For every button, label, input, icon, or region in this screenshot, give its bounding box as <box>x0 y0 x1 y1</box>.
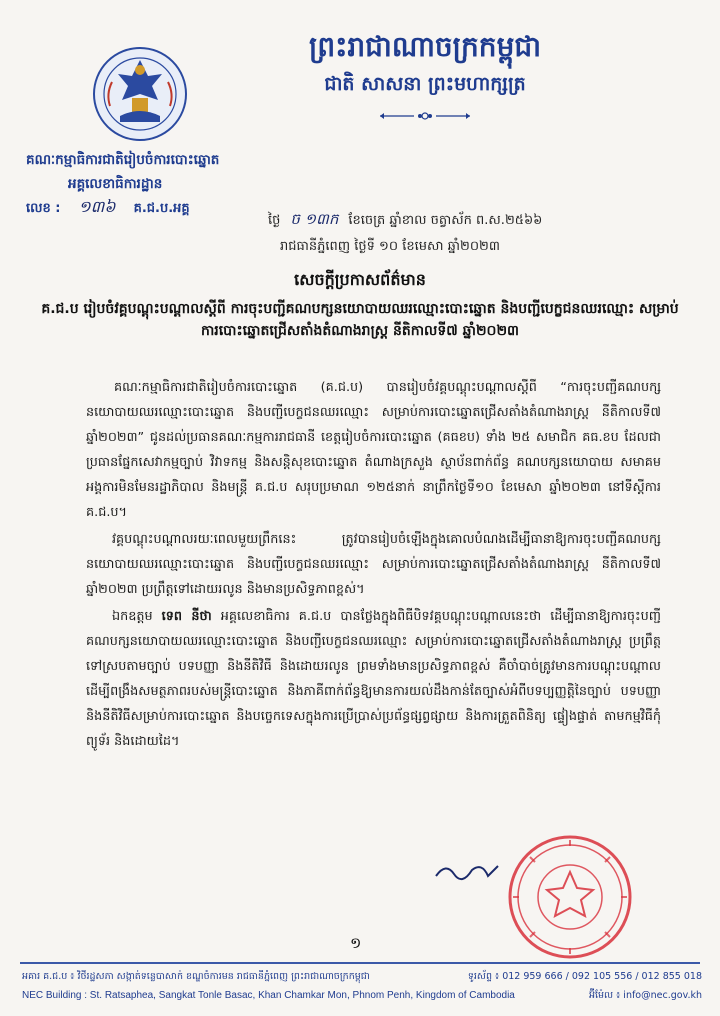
footer-address-kh: អគារ គ.ជ.ប ៖ វិថីរដ្ឋសភា សង្កាត់ទន្លេបាសាក់ ខណ្ឌចំការមន រាជធានីភ្នំពេញ ព្រះរាជាណាចក្រកម្ពុជា <box>22 971 370 982</box>
ornament-divider <box>380 106 470 116</box>
paragraph-1: គណៈកម្មាធិការជាតិរៀបចំការបោះឆ្នោត (គ.ជ.ប) បានរៀបចំវគ្គបណ្តុះបណ្តាលស្តីពី “ការចុះបញ្ជីគណបក្សនយោបាយឈរឈ្មោះបោះឆ្នោត និងបញ្ជីបេក្ខជនឈរឈ្មោះ សម្រាប់ការបោះឆ្នោតជ្រើសតាំងតំណាងរាស្ត្រ នីតិកាលទី៧ ឆ្នាំ២០២៣” ជូនដល់ប្រធានគណៈកម្មការរាជធានី ខេត្តរៀបចំការបោះឆ្នោត (គធខប) ទាំង ២៥ សមាជិក គធ.ខប ដែលជាប្រធានផ្នែកសេវាកម្មច្បាប់ វិវាទកម្ម និងសន្តិសុខបោះឆ្នោត តំណាងក្រសួង ស្ថាប័នពាក់ព័ន្ធ គណបក្សនយោបាយ សមាគម អង្គការមិនមែនរដ្ឋាភិបាល និងមន្ត្រី គ.ជ.ប សរុបប្រមាណ ១២៥នាក់ នាព្រឹកថ្ងៃទី១០ ខែមេសា ឆ្នាំ២០២៣ នៅទីស្តីការ គ.ជ.ប។ <box>86 380 661 520</box>
nec-logo <box>92 46 188 142</box>
official-name: ទេព នីថា <box>161 609 212 624</box>
document-title <box>40 268 680 342</box>
official-stamp <box>505 832 635 962</box>
org-name: គណៈកម្មាធិការជាតិរៀបចំការបោះឆ្នោត <box>26 152 220 168</box>
footer-phone: ទូរស័ព្ទ ៖ 012 959 666 / 092 105 556 / 012 855 018 <box>467 971 702 982</box>
paragraph-2: វគ្គបណ្តុះបណ្តាលរយៈពេលមួយព្រឹកនេះ ត្រូវបានរៀបចំឡើងក្នុងគោលបំណងដើម្បីធានាឱ្យការចុះបញ្ជីគណបក្សនយោបាយឈរឈ្មោះបោះឆ្នោត និងបញ្ជីបេក្ខជនឈរឈ្មោះ សម្រាប់ការបោះឆ្នោតជ្រើសតាំងតំណាងរាស្ត្រ នីតិកាលទី៧ ឆ្នាំ២០២៣ ប្រព្រឹត្តទៅដោយរលូន និងមានប្រសិទ្ធភាពខ្ពស់។ <box>86 532 661 597</box>
solar-date: រាជធានីភ្នំពេញ ថ្ងៃទី ១០ ខែមេសា ឆ្នាំ២០២៣ <box>280 239 500 254</box>
title-main: សេចក្តីប្រកាសព័ត៌មាន <box>294 270 426 289</box>
date-block <box>268 210 668 257</box>
footer-email[interactable]: អ៊ីម៉ែល ៖ info@nec.gov.kh <box>588 990 702 1001</box>
paragraph-3 <box>86 604 661 754</box>
lunar-handwritten: ច ១៣ក <box>290 210 339 228</box>
footer-address-en: NEC Building : St. Ratsaphea, Sangkat Tonle Basac, Khan Chamkar Mon, Phnom Penh, Kingdom of Cambodia <box>22 990 515 1001</box>
number-suffix: គ.ជ.ប.អគ្គ <box>133 201 190 216</box>
organization-block <box>26 150 219 220</box>
footer-row-1 <box>22 967 702 986</box>
lunar-date <box>268 210 668 232</box>
number-value: ១៣៦ <box>78 197 116 216</box>
kingdom-header <box>285 30 565 116</box>
footer-divider <box>20 962 700 964</box>
title-sub: គ.ជ.ប រៀបចំវគ្គបណ្តុះបណ្តាលស្តីពី ការចុះបញ្ជីគណបក្សនយោបាយឈរឈ្មោះបោះឆ្នោត និងបញ្ជីបេក្ខជនឈរឈ្មោះ សម្រាប់ការបោះឆ្នោតជ្រើសតាំងតំណាងរាស្ត្រ នីតិកាលទី៧ ឆ្នាំ២០២៣ <box>41 301 679 339</box>
honorific: ឯកឧត្តម <box>112 609 153 624</box>
signature <box>432 856 502 886</box>
org-department: អគ្គលេខាធិការដ្ឋាន <box>68 176 163 192</box>
lunar-rest: ខែចេត្រ ឆ្នាំខាល ចត្វាស័ក ព.ស.២៥៦៦ <box>348 213 543 228</box>
footer <box>22 967 702 1005</box>
footer-row-2 <box>22 986 702 1005</box>
document-body <box>86 375 661 756</box>
kingdom-title: ព្រះរាជាណាចក្រកម្ពុជា <box>308 30 541 63</box>
reference-number <box>26 196 219 220</box>
kingdom-motto: ជាតិ សាសនា ព្រះមហាក្សត្រ <box>324 73 526 95</box>
paragraph-3-text: អគ្គលេខាធិការ គ.ជ.ប បានថ្លែងក្នុងពិធីបិទវគ្គបណ្តុះបណ្តាលនេះថា ដើម្បីធានាឱ្យការចុះបញ្ជីគណបក្សនយោបាយឈរឈ្មោះបោះឆ្នោត និងបញ្ជីបេក្ខជនឈរឈ្មោះ សម្រាប់ការបោះឆ្នោតជ្រើសតាំងតំណាងរាស្ត្រ ប្រព្រឹត្តទៅស្របតាមច្បាប់ បទបញ្ញា និងនីតិវិធី និងដោយរលូន ព្រមទាំងមានប្រសិទ្ធភាពខ្ពស់ គឺចាំបាច់ត្រូវមានការបណ្តុះបណ្តាល ដើម្បីពង្រឹងសមត្ថភាពរបស់មន្ត្រីបោះឆ្នោត និងភាគីពាក់ព័ន្ធឱ្យមានការយល់ដឹងកាន់តែច្បាស់អំពីបទប្បញ្ញត្តិនៃច្បាប់ បទបញ្ញា និងនីតិវិធីសម្រាប់ការបោះឆ្នោត និងបច្ចេកទេសក្នុងការប្រើប្រាស់ប្រព័ន្ធផ្សព្វផ្សាយ និងការត្រួតពិនិត្យ ផ្ទៀងផ្ទាត់ តាមកម្មវិធីកុំព្យូទ័រ និងដោយដៃ។ <box>86 609 661 749</box>
lunar-prefix: ថ្ងៃ <box>268 213 281 228</box>
number-label: លេខ : <box>26 201 61 216</box>
page-number: ១ <box>350 934 362 952</box>
